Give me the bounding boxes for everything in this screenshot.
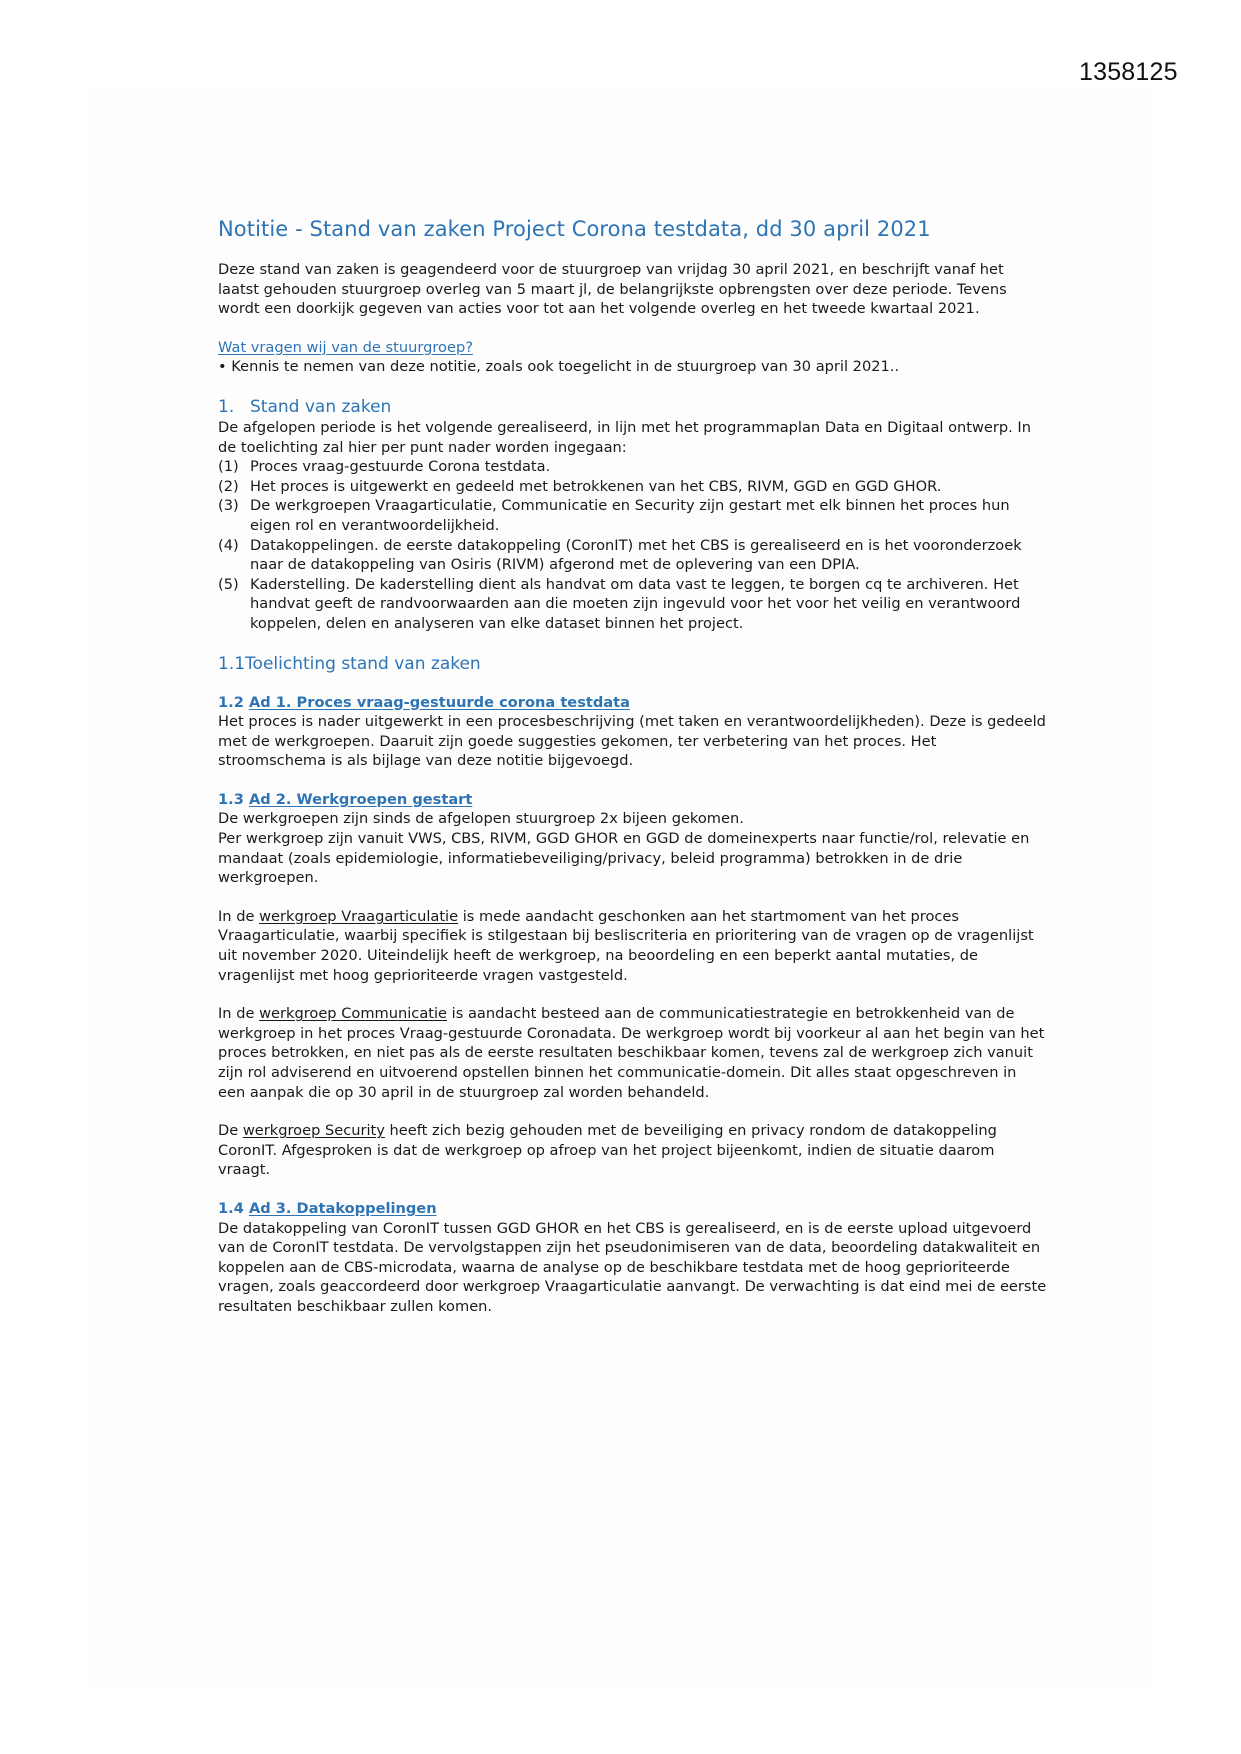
list-item-text: Kaderstelling. De kaderstelling dient als handvat om data vast te leggen, te borgen cq te archiveren. Het handvat geeft de randvoorwaarden aan die moeten zijn ingevuld voor het voor het veilig en verantwoord koppelen, delen en analyseren van elke dataset binnen het project.	[250, 575, 1021, 632]
section-1-heading	[218, 396, 1048, 418]
section-1-4-body: De datakoppeling van CoronIT tussen GGD GHOR en het CBS is gerealiseerd, en is de eerste upload uitgevoerd van de CoronIT testdata. De vervolgstappen zijn het pseudonimiseren van de data, beoordeling datakwaliteit en koppelen aan de CBS-microdata, waarna de analyse op de beschikbare testdata met de hoog geprioriteerde vragen, zoals geaccordeerd door werkgroep Vraagarticulatie aanvangt. De verwachting is dat eind mei de eerste resultaten beschikbaar zullen komen.	[218, 1219, 1047, 1315]
paragraph-rest: heeft zich bezig gehouden met de beveiliging en privacy rondom de datakoppeling CoronIT. Afgesproken is dat de werkgroep op afroep van het project bijeenkomt, indien de situatie daarom vraagt.	[218, 1122, 997, 1179]
werkgroep-security-paragraph	[218, 1121, 1048, 1180]
section-1-number: 1.	[218, 396, 235, 417]
list-item-text: Datakoppelingen. de eerste datakoppeling (CoronIT) met het CBS is gerealiseerd en is het vooronderzoek naar de datakoppeling van Osiris (RIVM) afgerond met de oplevering van een DPIA.	[250, 536, 1022, 574]
list-marker: (4)	[218, 536, 239, 554]
werkgroep-communicatie-paragraph	[218, 1004, 1048, 1102]
list-item-text: De werkgroepen Vraagarticulatie, Communicatie en Security zijn gestart met elk binnen het proces hun eigen rol en verantwoordelijkheid.	[250, 497, 1010, 534]
werkgroep-vraagarticulatie-paragraph	[218, 907, 1048, 985]
list-item	[218, 496, 1048, 535]
section-1-1-number: 1.1	[218, 653, 246, 674]
list-item	[218, 575, 1048, 634]
paragraph-prefix: In de	[218, 1005, 260, 1023]
section-1-4-number: 1.4	[218, 1199, 244, 1217]
ask-bullet-item	[218, 357, 1048, 377]
section-1-1-title: Toelichting stand van zaken	[245, 653, 481, 674]
section-1-2-number: 1.2	[218, 693, 244, 711]
ask-section	[218, 338, 1048, 377]
paragraph-rest: is mede aandacht geschonken aan het startmoment van het proces Vraagarticulatie, waarbij specifiek is stilgestaan bij besliscriteria en prioritering van de vragen op de vragenlijst uit november 2020. Uiteindelijk heeft de werkgroep, na beoordeling en een beperkt aantal mutaties, de vragenlijst met hoog geprioriteerde vragen vastgesteld.	[218, 907, 1034, 984]
list-item	[218, 477, 1048, 497]
document-id: 1358125	[1079, 58, 1178, 86]
section-1-2-heading	[218, 693, 1048, 713]
section-1-4-title-link[interactable]: Ad 3. Datakoppelingen	[248, 1199, 437, 1217]
list-item-text: Het proces is uitgewerkt en gedeeld met betrokkenen van het CBS, RIVM, GGD en GGD GHOR.	[250, 477, 942, 495]
bullet-icon: •	[218, 358, 227, 376]
list-marker: (3)	[218, 497, 239, 515]
section-1-3-line2: Per werkgroep zijn vanuit VWS, CBS, RIVM, GGD GHOR en GGD de domeinexperts naar functie/rol, relevatie en mandaat (zoals epidemiologie, informatiebeveiliging/privacy, beleid programma) betrokken in de drie werkgroepen.	[218, 830, 1030, 887]
section-1-3-title-link[interactable]: Ad 2. Werkgroepen gestart	[248, 790, 473, 808]
section-1-3	[218, 790, 1048, 1180]
document-body	[218, 216, 1048, 1317]
section-1-3-line1: De werkgroepen zijn sinds de afgelopen stuurgroep 2x bijeen gekomen.	[218, 810, 744, 828]
section-1-title: Stand van zaken	[250, 396, 392, 417]
section-1	[218, 396, 1048, 634]
section-1-2	[218, 693, 1048, 771]
intro-paragraph: Deze stand van zaken is geagendeerd voor de stuurgroep van vrijdag 30 april 2021, en beschrijft vanaf het laatst gehouden stuurgroep overleg van 5 maart jl, de belangrijkste opbrengsten over deze periode. Tevens wordt een doorkijk gegeven van acties voor tot aan het volgende overleg en het tweede kwartaal 2021.	[218, 261, 1007, 318]
section-1-intro: De afgelopen periode is het volgende gerealiseerd, in lijn met het programmaplan Data en Digitaal ontwerp. In de toelichting zal hier per punt nader worden ingegaan:	[218, 418, 1031, 456]
ask-heading: Wat vragen wij van de stuurgroep?	[218, 338, 473, 356]
section-1-4	[218, 1199, 1048, 1317]
werkgroep-security-term: werkgroep Security	[242, 1122, 385, 1140]
section-1-2-title-link[interactable]: Ad 1. Proces vraag-gestuurde corona testdata	[248, 693, 630, 711]
achievements-list	[218, 457, 1048, 633]
werkgroep-communicatie-term: werkgroep Communicatie	[259, 1005, 448, 1023]
section-1-3-number: 1.3	[218, 790, 244, 808]
paragraph-prefix: De	[218, 1122, 243, 1140]
list-marker: (1)	[218, 458, 239, 476]
section-1-4-heading	[218, 1199, 1048, 1219]
ask-bullet-text: Kennis te nemen van deze notitie, zoals ook toegelicht in de stuurgroep van 30 april 2021..	[231, 358, 900, 376]
paragraph-prefix: In de	[218, 907, 260, 925]
section-1-3-heading	[218, 790, 1048, 810]
paragraph-rest: is aandacht besteed aan de communicatiestrategie en betrokkenheid van de werkgroep in het proces Vraag-gestuurde Coronadata. De werkgroep wordt bij voorkeur al aan het begin van het proces betrokken, en niet pas als de eerste resultaten beschikbaar komen, tevens zal de werkgroep zich vanuit zijn rol adviserend en uitvoerend opstellen binnen het communicatie-domein. Dit alles staat opgeschreven in een aanpak die op 30 april in de stuurgroep zal worden behandeld.	[218, 1005, 1045, 1101]
werkgroep-vraagarticulatie-term: werkgroep Vraagarticulatie	[259, 907, 459, 925]
list-marker: (2)	[218, 477, 239, 495]
document-title: Notitie - Stand van zaken Project Corona testdata, dd 30 april 2021	[218, 217, 931, 241]
list-item	[218, 457, 1048, 477]
section-1-2-body: Het proces is nader uitgewerkt in een procesbeschrijving (met taken en verantwoordelijkheden). Deze is gedeeld met de werkgroepen. Daaruit zijn goede suggesties gekomen, ter verbetering van het proces. Het stroomschema is als bijlage van deze notitie bijgevoegd.	[218, 713, 1046, 770]
section-1-1-heading	[218, 653, 1048, 675]
list-item	[218, 536, 1048, 575]
list-marker: (5)	[218, 575, 239, 593]
list-item-text: Proces vraag-gestuurde Corona testdata.	[250, 458, 551, 476]
